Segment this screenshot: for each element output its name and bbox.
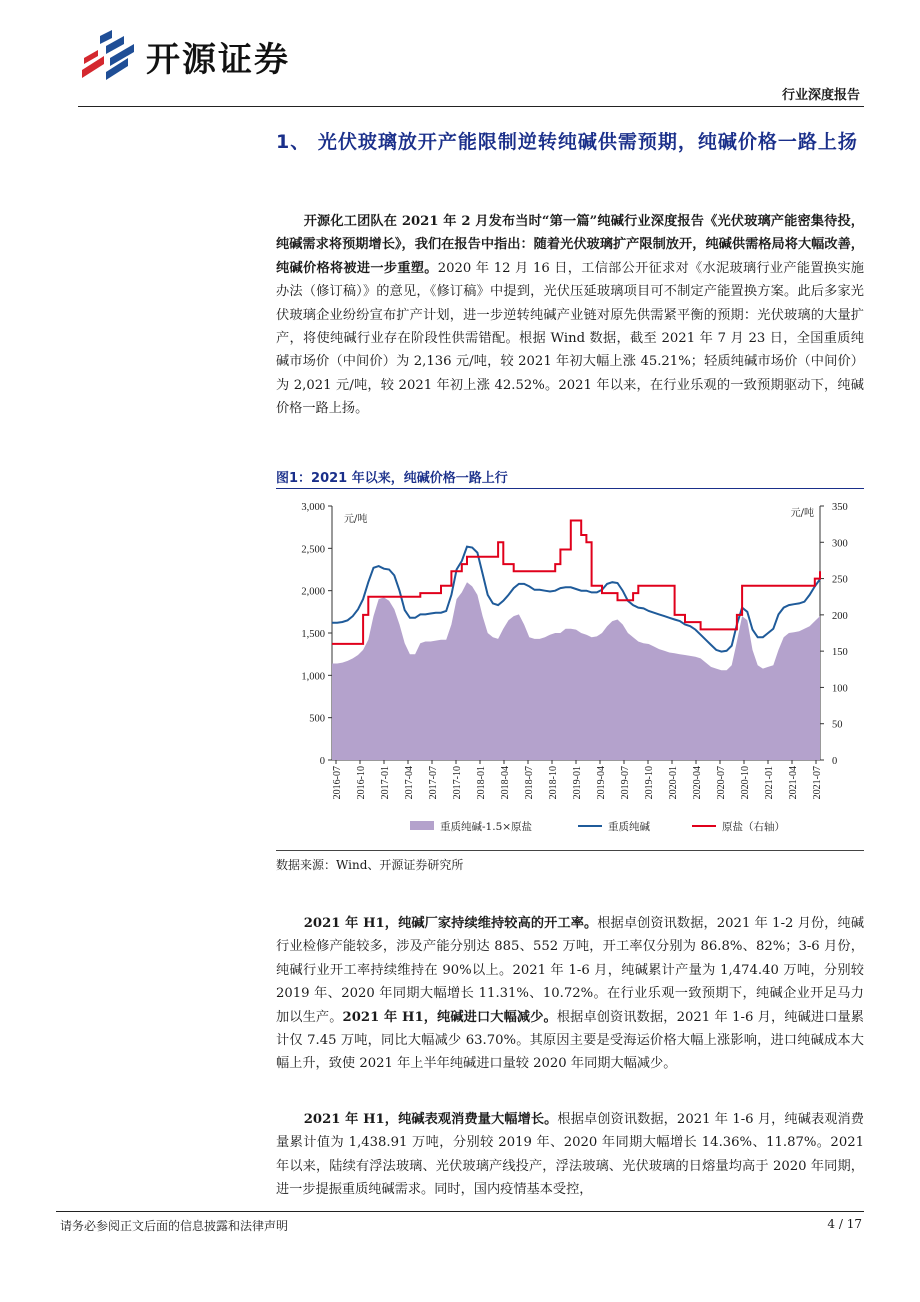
y-left-tick-label: 2,000	[301, 586, 325, 598]
paragraph-consumption	[276, 1108, 864, 1202]
y-left-tick-label: 3,000	[301, 502, 325, 513]
report-type-label: 行业深度报告	[781, 88, 860, 103]
paragraph-production	[276, 912, 864, 1076]
x-tick-label: 2017-07	[428, 766, 439, 800]
section-title: 1、 光伏玻璃放开产能限制逆转纯碱供需预期，纯碱价格一路上扬	[276, 131, 858, 153]
paragraph-intro-bold: 开源化工团队在 2021 年 2 月发布当时“第一篇”纯碱行业深度报告《光伏玻璃产能密集待投，纯碱需求将预期增长》，我们在报告中指出：随着光伏玻璃扩产限制放开，纯碱供需格局将大幅改善，纯碱价格将被进一步重塑。	[276, 214, 864, 276]
y-left-tick-label: 1,500	[301, 629, 325, 640]
y-right-tick-label: 200	[832, 610, 848, 622]
x-tick-label: 2021-04	[788, 766, 799, 800]
figure-title: 图1：2021 年以来，纯碱价格一路上行	[276, 471, 508, 486]
figure-top-rule	[276, 488, 864, 489]
y-right-tick-label: 0	[832, 756, 838, 767]
x-tick-label: 2019-01	[572, 766, 583, 800]
paragraph-import-text: 根据卓创资讯数据，2021 年 1-6 月，纯碱进口量累计仅 7.45 万吨，同比大幅减少 63.70%。其原因主要是受海运价格大幅上涨影响，进口纯碱成本大幅上升，致使 2021 年上半年纯碱进口量较 2020 年同期大幅减少。	[276, 1009, 864, 1072]
right-unit-label: 元/吨	[790, 508, 814, 519]
y-right-tick-label: 250	[832, 574, 848, 586]
x-tick-label: 2021-01	[764, 766, 775, 800]
x-tick-label: 2017-10	[452, 766, 463, 800]
x-tick-label: 2020-04	[692, 766, 703, 800]
y-left-tick-label: 1,000	[301, 671, 325, 683]
x-tick-label: 2018-10	[548, 766, 559, 800]
legend-label: 重质纯碱	[608, 821, 650, 833]
y-right-tick-label: 50	[832, 719, 843, 731]
x-tick-label: 2020-10	[740, 766, 751, 800]
y-right-tick-label: 300	[832, 538, 848, 550]
logo-mark-icon	[78, 28, 138, 84]
price-chart	[276, 492, 864, 848]
figure-bottom-rule	[276, 850, 864, 851]
legend-label: 重质纯碱-1.5×原盐	[440, 821, 533, 833]
y-left-tick-label: 0	[319, 756, 325, 767]
figure-source: 数据来源：Wind、开源证券研究所	[276, 858, 464, 872]
legend-swatch-spread	[410, 821, 434, 830]
x-tick-label: 2020-01	[668, 766, 679, 800]
x-tick-label: 2018-01	[476, 766, 487, 800]
y-left-tick-label: 2,500	[301, 544, 325, 556]
header-divider	[78, 106, 864, 107]
x-tick-label: 2018-04	[500, 766, 511, 800]
y-right-tick-label: 150	[832, 647, 848, 659]
paragraph-consumption-text: 根据卓创资讯数据，2021 年 1-6 月，纯碱表观消费量累计值为 1,438.91 万吨，分别较 2019 年、2020 年同期大幅增长 14.36%、11.87%。2021 年以来，陆续有浮法玻璃、光伏玻璃产线投产，浮法玻璃、光伏玻璃的日熔量均高于 2020 年同期，进一步提振重质纯碱需求。同时，国内疫情基本受控，	[276, 1112, 864, 1198]
y-right-tick-label: 100	[832, 683, 848, 695]
company-logo	[78, 28, 290, 84]
x-tick-label: 2016-07	[332, 766, 343, 800]
x-tick-label: 2020-07	[716, 766, 727, 800]
x-tick-label: 2018-07	[524, 766, 535, 800]
paragraph-intro	[276, 210, 864, 421]
paragraph-consumption-bold: 2021 年 H1，纯碱表观消费量大幅增长。	[303, 1112, 558, 1127]
page-number: 4 / 17	[827, 1217, 862, 1231]
y-right-tick-label: 350	[832, 502, 848, 513]
paragraph-production-text: 根据卓创资讯数据，2021 年 1-2 月份，纯碱行业检修产能较多，涉及产能分别达 885、552 万吨，开工率仅分别为 86.8%、82%；3-6 月份，纯碱行业开工率持续维持在 90%以上。2021 年 1-6 月，纯碱累计产量为 1,474.40 万吨，分别较 2019 年、2020 年同期大幅增长 11.31%、10.72%。在行业乐观一致预期下，纯碱企业开足马力加以生产。	[276, 916, 865, 1025]
paragraph-import-bold: 2021 年 H1，纯碱进口大幅减少。	[342, 1009, 557, 1025]
x-tick-label: 2019-10	[644, 766, 655, 800]
company-name: 开源证券	[146, 39, 290, 80]
legend-label: 原盐（右轴）	[722, 821, 785, 833]
x-tick-label: 2016-10	[356, 766, 367, 800]
x-tick-label: 2017-04	[404, 766, 415, 800]
left-unit-label: 元/吨	[344, 514, 368, 525]
x-tick-label: 2017-01	[380, 766, 391, 800]
x-tick-label: 2019-04	[596, 766, 607, 800]
footer-divider	[56, 1211, 864, 1212]
paragraph-production-bold: 2021 年 H1，纯碱厂家持续维持较高的开工率。	[303, 916, 598, 931]
x-tick-label: 2019-07	[620, 766, 631, 800]
footer-disclaimer: 请务必参阅正文后面的信息披露和法律声明	[60, 1219, 289, 1233]
x-tick-label: 2021-07	[812, 766, 823, 800]
paragraph-intro-text: 2020 年 12 月 16 日，工信部公开征求对《水泥玻璃行业产能置换实施办法（修订稿）》的意见，《修订稿》中提到，光伏压延玻璃项目可不制定产能置换方案。此后多家光伏玻璃企业纷纷宣布扩产计划，进一步逆转纯碱产业链对原先供需紧平衡的预期：光伏玻璃的大量扩产，将使纯碱行业存在阶段性供需错配。根据 Wind 数据，截至 2021 年 7 月 23 日，全国重质纯碱市场价（中间价）为 2,136 元/吨，较 2021 年初大幅上涨 45.21%；轻质纯碱市场价（中间价）为 2,021 元/吨，较 2021 年初上涨 42.52%。2021 年以来，在行业乐观的一致预期驱动下，纯碱价格一路上扬。	[276, 260, 864, 417]
y-left-tick-label: 500	[309, 713, 325, 725]
